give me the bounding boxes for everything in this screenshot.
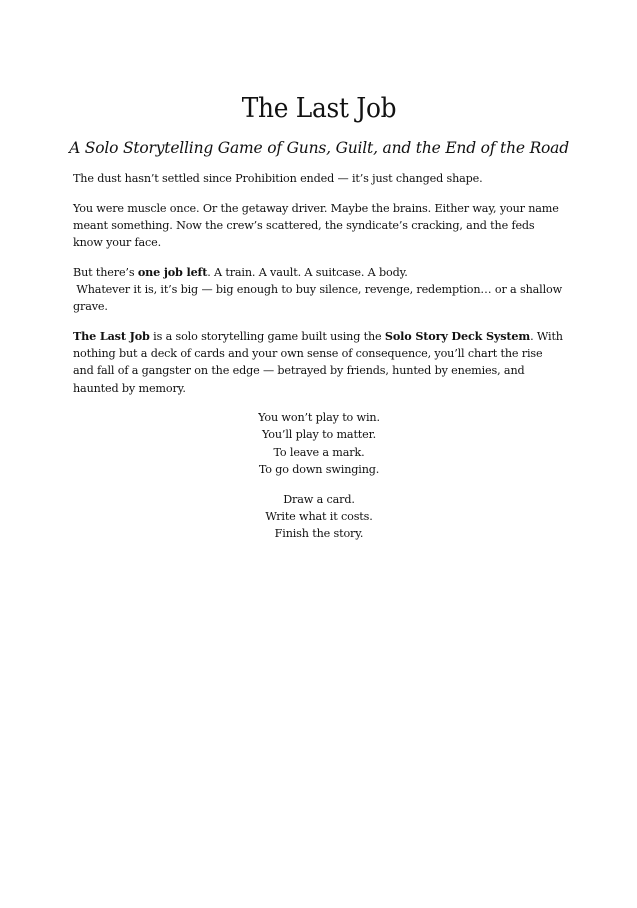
system-name: Solo Story Deck System [384, 328, 531, 343]
verse-line: To leave a mark. [273, 445, 365, 459]
game-name: The Last Job [73, 328, 150, 343]
paragraph-backstory: You were muscle once. Or the getaway driver. Maybe the brains. Either way, your name meant something. Now the crew’s scattered, the syndicate’s cracking, and the feds know your face. [73, 201, 559, 250]
paragraph-game-description [73, 328, 565, 397]
bold-phrase: one job left [137, 264, 208, 279]
paragraph-text: . With nothing but a deck of cards and your own sense of consequence, you’ll chart the rise and fall of a gangster on the edge — betrayed by friends, hunted by enemies, and haunted by memory. [73, 329, 563, 395]
paragraph-text: But there’s [73, 265, 138, 279]
verse-line: You’ll play to matter. [262, 428, 376, 442]
verse-line: Write what it costs. [265, 509, 373, 523]
verse-line: To go down swinging. [258, 462, 380, 476]
verse-line: Draw a card. [283, 492, 355, 506]
document-subtitle: A Solo Storytelling Game of Guns, Guilt, and the End of the Road [69, 139, 569, 157]
paragraph-one-job-left [73, 264, 565, 316]
verse-line: Finish the story. [274, 526, 364, 540]
paragraph-text: is a solo storytelling game built using the [149, 329, 385, 343]
body-text [73, 170, 565, 542]
document-title: The Last Job [241, 93, 397, 124]
verse-line: You won’t play to win. [258, 411, 380, 425]
page-content [69, 92, 569, 555]
paragraph-text: . A train. A vault. A suitcase. A body. [207, 265, 408, 279]
paragraph-intro: The dust hasn’t settled since Prohibition ended — it’s just changed shape. [73, 172, 483, 185]
verse-stanza-2 [73, 491, 565, 543]
paragraph-text: Whatever it is, it’s big — big enough to buy silence, revenge, redemption… or a shallow grave. [73, 283, 563, 314]
verse-stanza-1 [73, 409, 565, 478]
